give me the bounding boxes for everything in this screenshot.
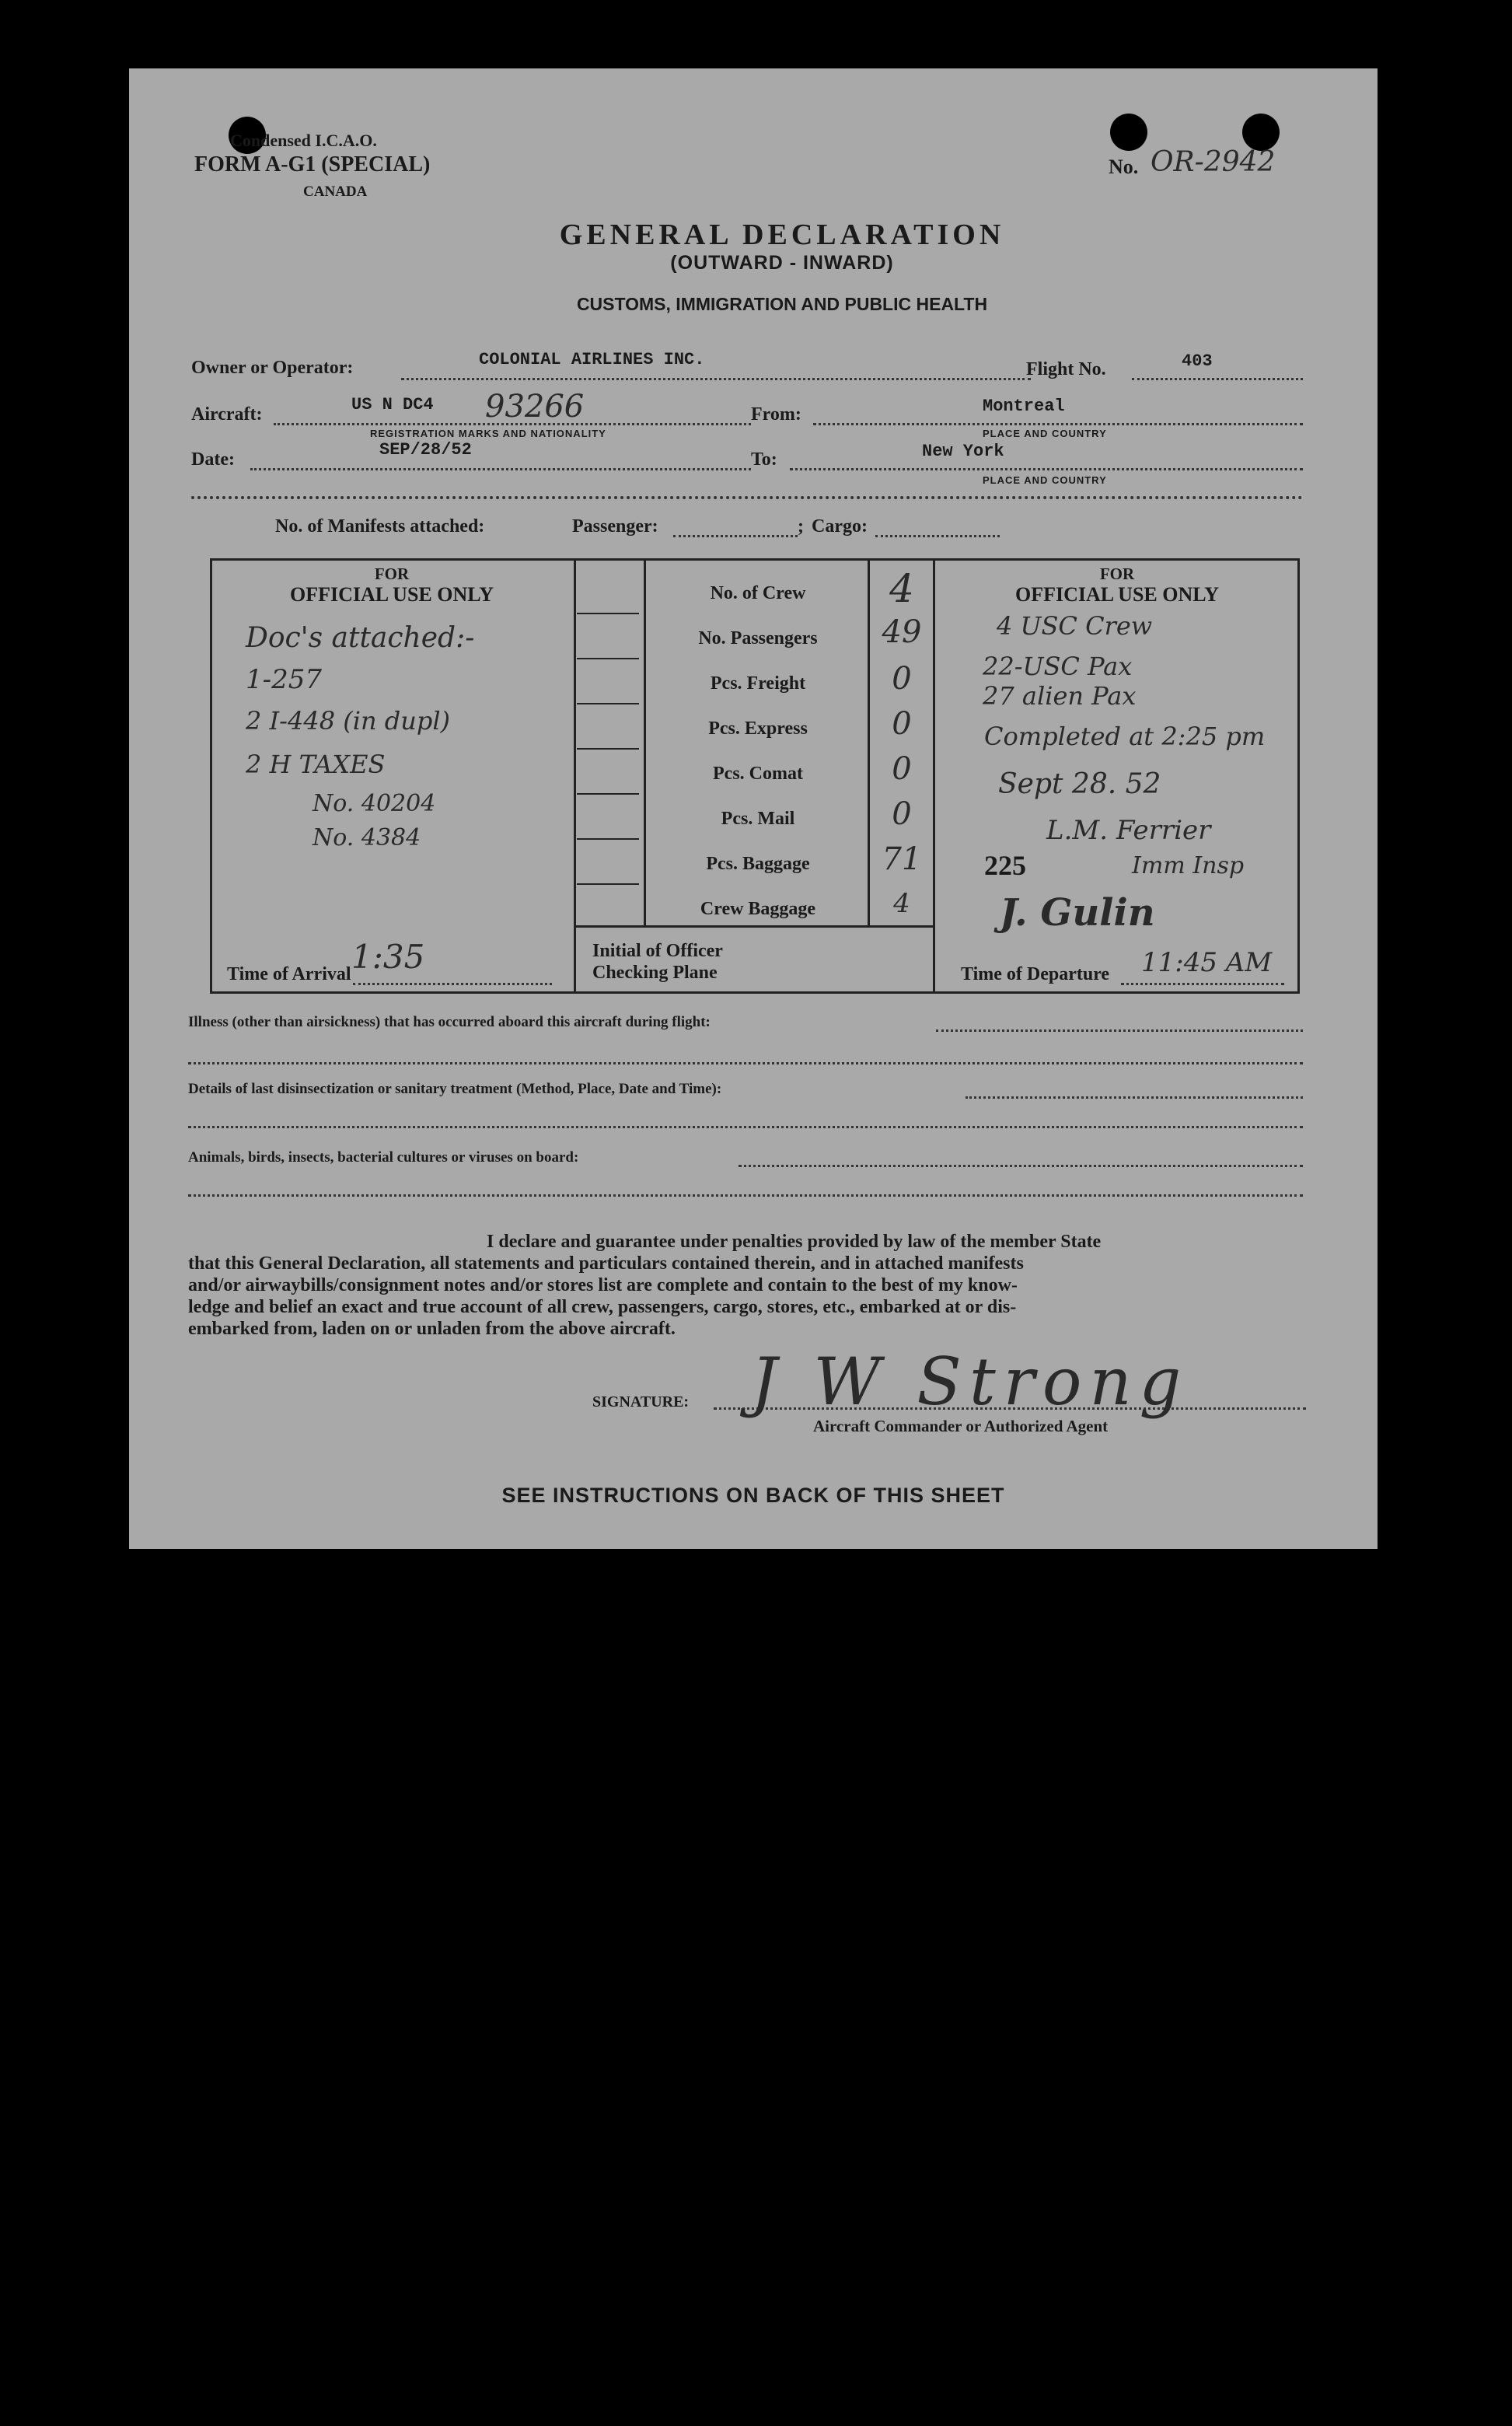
- count-value-comat: 0: [892, 751, 912, 787]
- count-value-crew-baggage: 4: [893, 888, 910, 919]
- owner-label: Owner or Operator:: [191, 358, 354, 378]
- date-line: [250, 468, 751, 470]
- punch-hole-center: [1110, 114, 1147, 151]
- row-marker: [577, 793, 639, 795]
- count-value-express: 0: [892, 706, 912, 742]
- arrival-value: 1:35: [351, 938, 425, 976]
- declaration-line: I declare and guarantee under penalties provided by law of the member State: [487, 1232, 1102, 1252]
- departure-line: [1121, 983, 1284, 985]
- illness-label: Illness (other than airsickness) that has occurred aboard this aircraft during flight:: [188, 1014, 711, 1030]
- count-value-mail: 0: [892, 796, 912, 832]
- punch-hole-right: [1242, 114, 1280, 151]
- right-official-note: Completed at 2:25 pm: [984, 722, 1266, 751]
- aircraft-value: US N DC4: [351, 395, 434, 414]
- departure-label: Time of Departure: [961, 964, 1110, 984]
- manifests-separator: ;: [798, 516, 804, 537]
- count-label-express: Pcs. Express: [708, 718, 808, 739]
- inspector-title: Imm Insp: [1132, 852, 1245, 879]
- arrival-line: [353, 983, 552, 985]
- disinsect-line-2: [188, 1126, 1303, 1128]
- date-value: SEP/28/52: [379, 440, 472, 460]
- left-official-note: 1-257: [246, 664, 323, 695]
- date-label: Date:: [191, 449, 235, 470]
- row-marker: [577, 748, 639, 750]
- manifests-passenger-line: [673, 535, 798, 537]
- form-number-label: No.: [1109, 156, 1139, 178]
- commander-signature: J W Strong: [751, 1344, 1189, 1420]
- from-caption: PLACE AND COUNTRY: [983, 428, 1107, 439]
- count-value-passengers: 49: [882, 614, 922, 650]
- right-official-note: 27 alien Pax: [983, 681, 1137, 711]
- left-official-note: 2 H TAXES: [246, 750, 386, 779]
- count-value-freight: 0: [892, 661, 912, 697]
- table-col-value-left: [868, 558, 870, 925]
- declaration-form: [129, 68, 1378, 1549]
- manifests-passenger-label: Passenger:: [572, 516, 658, 537]
- row-marker: [577, 613, 639, 614]
- form-country: CANADA: [303, 184, 368, 200]
- right-official-for: FOR: [1099, 565, 1135, 583]
- manifests-label: No. of Manifests attached:: [275, 516, 485, 537]
- table-col-right: [933, 558, 935, 994]
- count-label-crew: No. of Crew: [710, 583, 806, 603]
- flight-value: 403: [1182, 351, 1213, 371]
- to-caption: PLACE AND COUNTRY: [983, 474, 1107, 486]
- form-subtitle: (OUTWARD - INWARD): [670, 252, 894, 274]
- form-subheading: CUSTOMS, IMMIGRATION AND PUBLIC HEALTH: [576, 294, 988, 314]
- declaration-line: and/or airwaybills/consignment notes and/or stores list are complete and contain to the best of my know-: [188, 1275, 1018, 1295]
- illness-line-2: [188, 1062, 1303, 1064]
- count-label-crew-baggage: Crew Baggage: [700, 899, 816, 919]
- officer-label-line1: Initial of Officer: [592, 941, 723, 961]
- count-label-passengers: No. Passengers: [698, 628, 818, 648]
- animals-line-2: [188, 1194, 1303, 1197]
- aircraft-label: Aircraft:: [191, 404, 263, 425]
- from-label: From:: [751, 404, 801, 425]
- owner-value: COLONIAL AIRLINES INC.: [479, 350, 705, 369]
- right-official-note: 4 USC Crew: [997, 611, 1153, 641]
- from-value: Montreal: [983, 397, 1065, 416]
- officer-label-line2: Checking Plane: [592, 963, 718, 983]
- animals-label: Animals, birds, insects, bacterial cultures or viruses on board:: [188, 1149, 579, 1166]
- left-official-note: No. 4384: [313, 824, 421, 851]
- departure-value: 11:45 AM: [1141, 947, 1273, 978]
- disinsect-line-1: [966, 1096, 1303, 1099]
- form-number-value: OR-2942: [1151, 146, 1276, 178]
- left-official-note: Doc's attached:-: [246, 622, 475, 654]
- second-signature: J. Gulin: [1000, 891, 1155, 935]
- owner-line: [401, 378, 1031, 380]
- arrival-label: Time of Arrival: [227, 964, 351, 984]
- declaration-line: that this General Declaration, all statements and particulars contained therein, and in attached manifests: [188, 1253, 1024, 1274]
- count-label-freight: Pcs. Freight: [710, 673, 806, 694]
- illness-line-1: [936, 1029, 1303, 1032]
- to-line: [790, 468, 1303, 470]
- right-official-note: 22-USC Pax: [983, 652, 1133, 681]
- count-label-comat: Pcs. Comat: [713, 764, 803, 784]
- count-value-baggage: 71: [882, 841, 922, 877]
- count-label-baggage: Pcs. Baggage: [706, 854, 810, 874]
- signature-caption: Aircraft Commander or Authorized Agent: [813, 1417, 1109, 1435]
- inspector-stamp-number: 225: [984, 850, 1026, 881]
- header-divider: [191, 496, 1303, 499]
- row-marker: [577, 658, 639, 659]
- disinsect-label: Details of last disinsectization or sanitary treatment (Method, Place, Date and Time):: [188, 1081, 722, 1097]
- form-code: FORM A-G1 (SPECIAL): [194, 152, 431, 177]
- form-title: GENERAL DECLARATION: [559, 218, 1005, 251]
- animals-line-1: [739, 1165, 1303, 1167]
- left-official-heading: OFFICIAL USE ONLY: [290, 583, 494, 606]
- row-marker: [577, 883, 639, 885]
- count-value-crew: 4: [889, 566, 914, 611]
- table-col-left: [574, 558, 576, 994]
- left-official-note: 2 I-448 (in dupl): [246, 706, 451, 736]
- form-authority: Condensed I.C.A.O.: [230, 131, 377, 150]
- flight-label: Flight No.: [1026, 359, 1106, 379]
- left-official-note: No. 40204: [313, 790, 436, 817]
- row-marker: [577, 703, 639, 704]
- declaration-line: embarked from, laden on or unladen from the above aircraft.: [188, 1319, 676, 1339]
- count-label-mail: Pcs. Mail: [721, 809, 795, 829]
- table-officer-divider: [574, 925, 933, 928]
- to-label: To:: [751, 449, 777, 470]
- footer-instructions: SEE INSTRUCTIONS ON BACK OF THIS SHEET: [501, 1484, 1005, 1507]
- row-marker: [577, 838, 639, 840]
- from-line: [813, 423, 1303, 425]
- signature-label: SIGNATURE:: [592, 1393, 690, 1411]
- flight-line: [1132, 378, 1303, 380]
- aircraft-hand-number: 93266: [485, 389, 585, 425]
- to-value: New York: [922, 442, 1004, 461]
- manifests-cargo-line: [875, 535, 1000, 537]
- left-official-for: FOR: [374, 565, 410, 583]
- table-col-mid: [644, 558, 646, 925]
- inspector-signature: L.M. Ferrier: [1046, 815, 1211, 846]
- declaration-line: ledge and belief an exact and true account of all crew, passengers, cargo, stores, etc., embarked at or dis-: [188, 1297, 1017, 1317]
- manifests-cargo-label: Cargo:: [812, 516, 868, 537]
- right-official-note: Sept 28. 52: [998, 768, 1161, 800]
- registration-caption: REGISTRATION MARKS AND NATIONALITY: [370, 428, 606, 439]
- right-official-heading: OFFICIAL USE ONLY: [1015, 583, 1219, 606]
